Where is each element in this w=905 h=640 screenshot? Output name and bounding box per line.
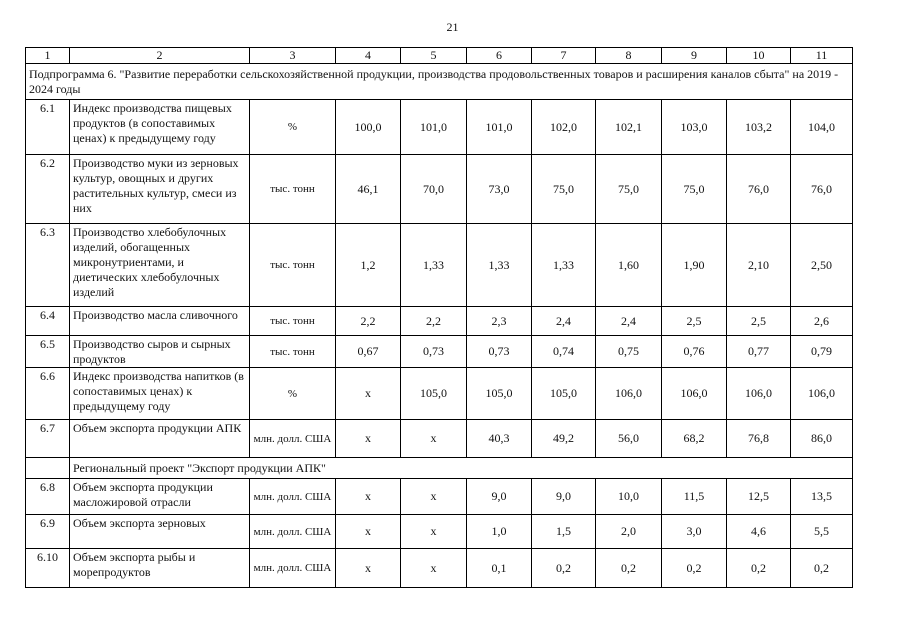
value-cell: 3,0 (662, 515, 727, 549)
value-cell: 9,0 (467, 479, 532, 515)
value-cell: 1,33 (532, 224, 596, 307)
indicator-name-cell: Производство муки из зерновых культур, овощных и других растительных культур, смеси из них (70, 155, 250, 224)
table-row (26, 336, 853, 368)
unit-cell: тыс. тонн (250, 307, 336, 336)
value-cell: 0,76 (662, 336, 727, 368)
value-cell: 0,1 (467, 549, 532, 588)
value-cell: 1,2 (336, 224, 401, 307)
value-cell: 75,0 (596, 155, 662, 224)
value-cell: 68,2 (662, 420, 727, 458)
row-id-cell: 6.4 (26, 307, 70, 336)
table-row (26, 224, 853, 307)
value-cell: 2,10 (727, 224, 791, 307)
indicator-name-cell: Объем экспорта продукции масложировой отрасли (70, 479, 250, 515)
value-cell: 1,33 (467, 224, 532, 307)
value-cell: 106,0 (727, 368, 791, 420)
indicators-table (25, 47, 853, 588)
value-cell: 2,3 (467, 307, 532, 336)
indicator-name-cell: Индекс производства напитков (в сопоставимых ценах) к предыдущему году (70, 368, 250, 420)
value-cell: 103,0 (662, 100, 727, 155)
value-cell: 5,5 (791, 515, 853, 549)
table-row (26, 368, 853, 420)
value-cell: х (401, 515, 467, 549)
header-row (26, 48, 853, 64)
value-cell: 0,2 (791, 549, 853, 588)
value-cell: 1,33 (401, 224, 467, 307)
table-row (26, 155, 853, 224)
subprogram-row (26, 64, 853, 100)
row-id-cell: 6.7 (26, 420, 70, 458)
row-id-cell: 6.10 (26, 549, 70, 588)
value-cell: х (336, 549, 401, 588)
unit-cell: млн. долл. США (250, 479, 336, 515)
value-cell: 2,6 (791, 307, 853, 336)
value-cell: х (401, 420, 467, 458)
value-cell: х (401, 549, 467, 588)
value-cell: 0,77 (727, 336, 791, 368)
column-header: 2 (70, 48, 250, 64)
value-cell: 86,0 (791, 420, 853, 458)
indicator-name-cell: Объем экспорта рыбы и морепродуктов (70, 549, 250, 588)
column-header: 3 (250, 48, 336, 64)
row-id-cell: 6.5 (26, 336, 70, 368)
value-cell: 2,2 (401, 307, 467, 336)
value-cell: х (336, 515, 401, 549)
table-row (26, 549, 853, 588)
value-cell: х (336, 420, 401, 458)
row-id-cell: 6.1 (26, 100, 70, 155)
value-cell: 100,0 (336, 100, 401, 155)
row-id-cell: 6.9 (26, 515, 70, 549)
value-cell: х (336, 479, 401, 515)
value-cell: 9,0 (532, 479, 596, 515)
unit-cell: % (250, 100, 336, 155)
table-row (26, 100, 853, 155)
table-row (26, 479, 853, 515)
value-cell: 2,5 (662, 307, 727, 336)
value-cell: 4,6 (727, 515, 791, 549)
page-number: 21 (446, 20, 459, 34)
value-cell: 13,5 (791, 479, 853, 515)
value-cell: 1,5 (532, 515, 596, 549)
value-cell: 105,0 (467, 368, 532, 420)
indicator-name-cell: Производство хлебобулочных изделий, обогащенных микронутриентами, и диетических хлебобулочных изделий (70, 224, 250, 307)
indicator-name-cell: Индекс производства пищевых продуктов (в сопоставимых ценах) к предыдущему году (70, 100, 250, 155)
value-cell: 1,0 (467, 515, 532, 549)
value-cell: 12,5 (727, 479, 791, 515)
value-cell: 101,0 (401, 100, 467, 155)
value-cell: 0,73 (467, 336, 532, 368)
value-cell: 106,0 (596, 368, 662, 420)
value-cell: 2,4 (532, 307, 596, 336)
table-row (26, 515, 853, 549)
row-id-cell: 6.3 (26, 224, 70, 307)
column-header: 6 (467, 48, 532, 64)
value-cell: 40,3 (467, 420, 532, 458)
value-cell: 0,79 (791, 336, 853, 368)
value-cell: 70,0 (401, 155, 467, 224)
unit-cell: тыс. тонн (250, 155, 336, 224)
project-empty-cell (26, 458, 70, 479)
value-cell: 76,8 (727, 420, 791, 458)
indicator-name-cell: Объем экспорта продукции АПК (70, 420, 250, 458)
indicator-name-cell: Производство сыров и сырных продуктов (70, 336, 250, 368)
value-cell: 2,4 (596, 307, 662, 336)
value-cell: 11,5 (662, 479, 727, 515)
unit-cell: тыс. тонн (250, 336, 336, 368)
value-cell: 105,0 (532, 368, 596, 420)
unit-cell: тыс. тонн (250, 224, 336, 307)
value-cell: 0,74 (532, 336, 596, 368)
value-cell: 0,67 (336, 336, 401, 368)
column-header: 7 (532, 48, 596, 64)
project-title: Региональный проект "Экспорт продукции АПК" (70, 458, 853, 479)
row-id-cell: 6.6 (26, 368, 70, 420)
value-cell: 2,2 (336, 307, 401, 336)
unit-cell: млн. долл. США (250, 515, 336, 549)
table-row (26, 420, 853, 458)
row-id-cell: 6.2 (26, 155, 70, 224)
table-row (26, 307, 853, 336)
indicator-name-cell: Объем экспорта зерновых (70, 515, 250, 549)
column-header: 10 (727, 48, 791, 64)
value-cell: 103,2 (727, 100, 791, 155)
value-cell: 104,0 (791, 100, 853, 155)
indicator-name-cell: Производство масла сливочного (70, 307, 250, 336)
column-header: 11 (791, 48, 853, 64)
value-cell: 0,73 (401, 336, 467, 368)
value-cell: 101,0 (467, 100, 532, 155)
value-cell: 0,2 (727, 549, 791, 588)
value-cell: 73,0 (467, 155, 532, 224)
value-cell: 0,2 (662, 549, 727, 588)
value-cell: 2,50 (791, 224, 853, 307)
value-cell: 1,60 (596, 224, 662, 307)
unit-cell: млн. долл. США (250, 420, 336, 458)
value-cell: 49,2 (532, 420, 596, 458)
value-cell: 102,0 (532, 100, 596, 155)
value-cell: 0,2 (596, 549, 662, 588)
value-cell: 76,0 (727, 155, 791, 224)
unit-cell: млн. долл. США (250, 549, 336, 588)
column-header: 8 (596, 48, 662, 64)
project-row (26, 458, 853, 479)
value-cell: 46,1 (336, 155, 401, 224)
value-cell: 0,75 (596, 336, 662, 368)
column-header: 1 (26, 48, 70, 64)
column-header: 9 (662, 48, 727, 64)
value-cell: х (336, 368, 401, 420)
value-cell: 75,0 (532, 155, 596, 224)
column-header: 5 (401, 48, 467, 64)
value-cell: 56,0 (596, 420, 662, 458)
unit-cell: % (250, 368, 336, 420)
value-cell: 0,2 (532, 549, 596, 588)
value-cell: 2,5 (727, 307, 791, 336)
value-cell: 106,0 (662, 368, 727, 420)
value-cell: 2,0 (596, 515, 662, 549)
value-cell: х (401, 479, 467, 515)
value-cell: 1,90 (662, 224, 727, 307)
value-cell: 76,0 (791, 155, 853, 224)
value-cell: 10,0 (596, 479, 662, 515)
row-id-cell: 6.8 (26, 479, 70, 515)
subprogram-title: Подпрограмма 6. "Развитие переработки сельскохозяйственной продукции, производства продовольственных товаров и расширения каналов сбыта" на 2019 - 2024 годы (26, 64, 853, 100)
value-cell: 105,0 (401, 368, 467, 420)
value-cell: 102,1 (596, 100, 662, 155)
value-cell: 106,0 (791, 368, 853, 420)
value-cell: 75,0 (662, 155, 727, 224)
column-header: 4 (336, 48, 401, 64)
